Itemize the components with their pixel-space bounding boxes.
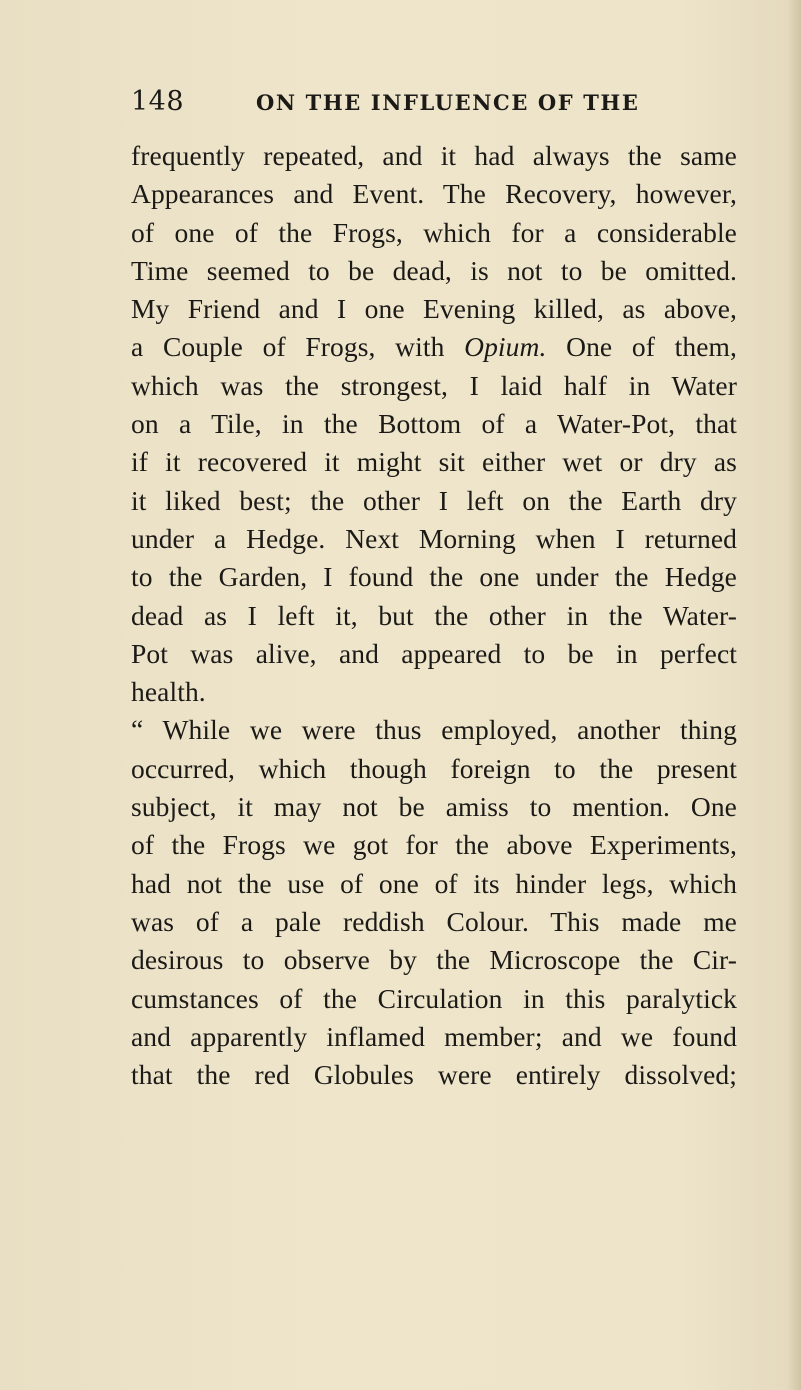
text-line: frequently repeated, and it had always the same	[131, 140, 737, 171]
text-segment: One of them,	[566, 331, 737, 363]
text-line: occurred, which though foreign to the present	[131, 752, 737, 784]
body-text	[131, 137, 737, 1094]
text-line	[131, 328, 737, 366]
text-line: and apparently inflamed member; and we found	[131, 1020, 737, 1052]
text-line: that the red Globules were entirely dissolved;	[131, 1059, 737, 1091]
text-line: dead as I left it, but the other in the Water-	[131, 599, 737, 631]
text-line: on a Tile, in the Bottom of a Water-Pot, that	[131, 408, 737, 440]
text-line: had not the use of one of its hinder legs, which	[131, 867, 737, 899]
text-line: of the Frogs we got for the above Experiments,	[131, 829, 737, 861]
text-line: desirous to observe by the Microscope the Cir-	[131, 944, 737, 976]
text-line: to the Garden, I found the one under the Hedge	[131, 561, 737, 593]
page-number: 148	[131, 86, 185, 117]
text-line: of one of the Frogs, which for a considerable	[131, 216, 737, 248]
text-line: subject, it may not be amiss to mention. One	[131, 791, 737, 823]
text-line: which was the strongest, I laid half in Water	[131, 369, 737, 401]
text-segment: a Couple of Frogs, with	[131, 331, 445, 363]
italic-word: Opium.	[464, 331, 547, 363]
text-line: cumstances of the Circulation in this paralytick	[131, 982, 737, 1014]
running-head: ON THE INFLUENCE OF THE	[256, 90, 640, 115]
text-line: My Friend and I one Evening killed, as above,	[131, 293, 737, 325]
text-line: “ While we were thus employed, another thing	[131, 714, 737, 746]
text-line: under a Hedge. Next Morning when I returned	[131, 522, 737, 554]
text-line: Time seemed to be dead, is not to be omitted.	[131, 254, 737, 286]
page-edge-shadow	[787, 0, 801, 1390]
text-line: Pot was alive, and appeared to be in perfect	[131, 637, 737, 669]
text-line: was of a pale reddish Colour. This made me	[131, 905, 737, 937]
text-line: health.	[131, 676, 206, 708]
page-header	[131, 86, 731, 126]
text-line: it liked best; the other I left on the Earth dry	[131, 484, 737, 516]
text-line: if it recovered it might sit either wet or dry as	[131, 446, 737, 478]
text-line: Appearances and Event. The Recovery, however,	[131, 178, 737, 210]
